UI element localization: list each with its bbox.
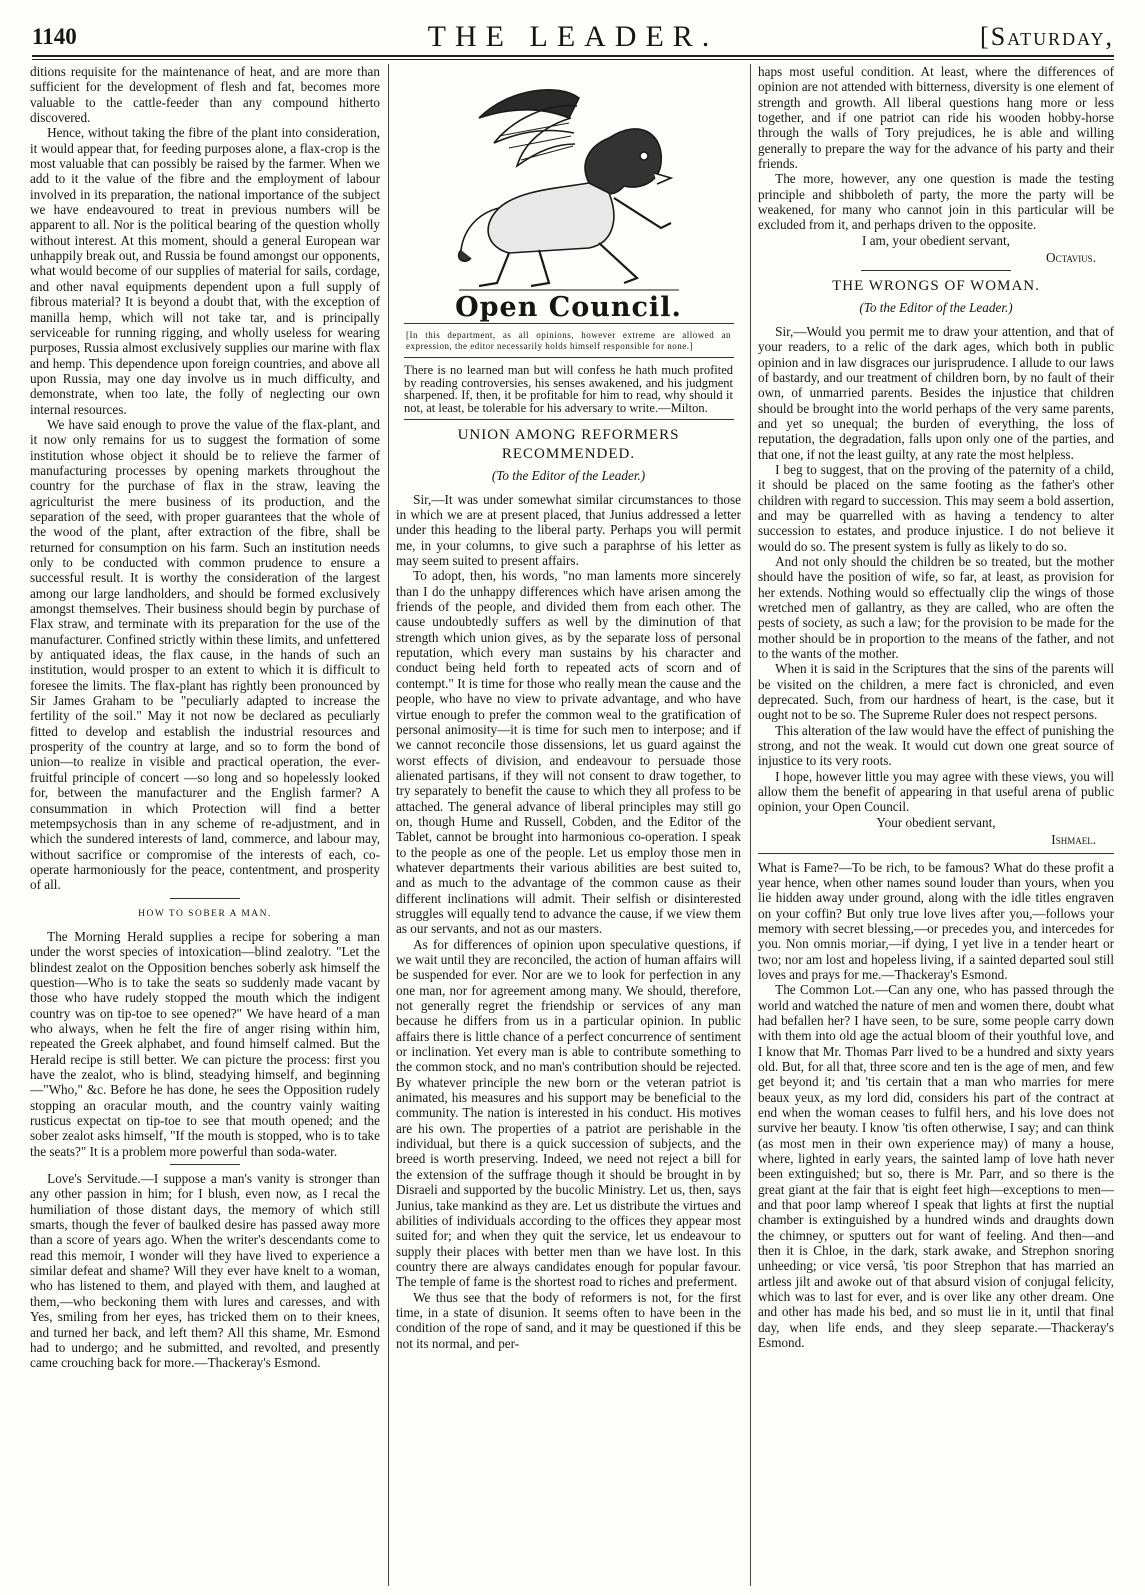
paragraph: As for differences of opinion upon speculative questions, if we wait until they are reconciled, the action of human affairs will be suspended for ever. Nor are we to look for perfection in any one man, nor for agreement among many. We should, therefore, not generally regret the friendship or services of any man because he differs from us in a particular opinion. In public affairs there is little chance of a perfect concurrence of sentiment or inclination. Yet every man is able to contribute something to the common stock, and no man's contribution should be rejected. By whatever principle the new born or the veteran patriot is animated, his measures and his support may be beneficial to the community. The nation is interested in his conduct. His motives are his own. The properties of a patriot are perishable in the individual, but there is a quick succession of subjects, and the breed is worth preserving. Indeed, we need not reject a bill for the extension of the suffrage though it should be brought in by Disraeli and supported by the bucolic Ministry. Let us, then, says Junius, take mankind as they are. Let us distribute the virtues and abilities of individuals according to the offices they appear most suited for; and when they quit the service, let us endeavour to supply their places with better men than we have lost. In this country there are always candidates enough for popular favour. The temple of fame is the shortest road to riches and preferment. <box>396 936 741 1290</box>
divider <box>404 419 734 420</box>
article-heading: UNION AMONG REFORMERS RECOMMENDED. <box>457 427 680 463</box>
newspaper-title: THE LEADER. <box>427 20 719 53</box>
addressee-line: (To the Editor of the Leader.) <box>491 468 646 484</box>
divider <box>404 357 734 358</box>
signature: Ishmael. <box>1051 832 1096 848</box>
winged-lion-emblem <box>439 78 699 298</box>
editorial-note: [In this department, as all opinions, however extreme are allowed an expression, the editor necessarily holds himself responsible for none.] <box>406 330 731 352</box>
paragraph: Sir,—Would you permit me to draw your attention, and that of your readers, to a relic of the dark ages, which both in public opinion and in law disgraces our jurisprudence. I allude to our laws of bastardy, and our treatment of children born, by no fault of their own, of unmarried parents. Besides the injustice that children should be brought into the world perhaps of the very same parents, and yet so unequal; the burden of everything, the loss of reputation, the degradation, falls upon only one of the parties, and that one, if not the least guilty, at any rate the most helpless. <box>758 323 1114 462</box>
signature: Octavius. <box>1046 250 1096 266</box>
paragraph: The Common Lot.—Can any one, who has passed through the world and watched the nature of men and women there, doubt what had befallen her? I have seen, to be sure, some people carry down with them into old age the actual bloom of their youthful love, and I know that Mr. Thomas Parr lived to be a hundred and sixty years old. But, for all that, three score and ten is the age of men, and few get beyond it; and 'tis certain that a man who marries for mere beaux yeux, as my lord did, considers his part of the contract at end when the woman ceases to fulfil hers, and his love does not survive her beauty. I know 'tis often otherwise, I say; and can think (as most men in their own experience may) of many a house, where, lighted in early years, the sainted lamp of love hath never been extinguished; but so, there is Mr. Parr, and so there is the great giant at the fair that is eight feet high—exceptions to men—and that poor lamp whereof I speak that lights at first the nuptial chamber is extinguished by a hundred winds and draughts down the chimney, or sputters out for want of feeling. And then—and then it is Chloe, in the dark, stark awake, and Strephon snoring unheeding; or vice versâ, 'tis poor Strephon that has married an artless jilt and awoke out of that absurd vision of conjugal felicity, which was to last for ever, and is over like any other dream. One and other has made his bed, and so must lie in it, until that final day, when life ends, and they sleep separate.—Thackeray's Esmond. <box>758 982 1114 1351</box>
divider <box>404 323 734 324</box>
paragraph: When it is said in the Scriptures that the sins of the parents will be visited on the children, a mere fact is chronicled, and even deprecated. Such, from our hardness of heart, is the case, but it ought not to be so. The Supreme Ruler does not respect persons. <box>758 661 1114 723</box>
divider <box>170 1164 240 1165</box>
paragraph: haps most useful condition. At least, where the differences of opinion are not attended with bitterness, diversity is one element of strength and growth. All liberal questions hang more or less together, and if one patriot can ride his wooden hobby-horse through the walls of Tory prejudices, he is able and willing generally to prepare the way for the advance of his party and their friends. <box>758 64 1114 172</box>
section-title: Open Council. <box>455 292 682 323</box>
divider <box>861 270 1011 271</box>
article-heading: HOW TO SOBER A MAN. <box>138 908 272 919</box>
paragraph: To adopt, then, his words, "no man laments more sincerely than I do the unhappy differences which have arisen among the friends of the people, and divided them from each other. The cause undoubtedly suffers as well by the diminution of that strength which union gives, as by the separate loss of personal reputation, which every man sustains by his character and conduct being held forth to repeated acts of scorn and of contempt." It is time for those who really mean the cause and the people, who have no view to private advantage, and who have virtue enough to prefer the common weal to the gratification of personal animosity—it is time for such men to interpose; and if we cannot reconcile those dissensions, let us guard against the worst effects of division, and endeavour to persuade those alienated partisans, if they will not consent to draw together, to try separately to benefit the cause to which they all profess to be attached. The general advance of liberal principles may still go on, though Hume and Russell, Cobden, and the Editor of the Tablet, cannot be brought into harmonious co-operation. I speak to the people as one of the people. Let us employ those men in whatever departments their various abilities are best suited to, and as much to the advantage of the common cause as their different inclinations will admit. Their selfish or disinterested struggles will equally tend to advance the cause, if we view them as our servants, and not as our masters. <box>396 568 741 937</box>
page-number: 1140 <box>32 24 77 49</box>
paragraph: Love's Servitude.—I suppose a man's vanity is stronger than any other passion in him; for I blush, even now, as I recal the humiliation of those distant days, the memory of which still smarts, though the fever of baulked desire has passed away more than a score of years ago. When the writer's descendants come to read this memoir, I wonder will they have lived to experience a similar defeat and shame? Will they ever have knelt to a woman, who has listened to them, and played with them, and laughed at them,—who beckoning them with lures and caresses, and with Yes, smiling from her eyes, has tricked them on to their knees, and turned her back, and left them? All this shame, Mr. Esmond had to undergo; and he submitted, and revolted, and presently came crouching back for more.—Thackeray's Esmond. <box>30 1171 380 1371</box>
paragraph: ditions requisite for the maintenance of heat, and are more than sufficient for the development of flesh and fat, becomes more valuable to the cattle-feeder than any compound hitherto discovered. <box>30 64 380 126</box>
paragraph: The more, however, any one question is made the testing principle and shibboleth of party, the more the party will be weakened, for many who cannot join in this particular will be excluded from it, and perhaps driven to the opposite. <box>758 171 1114 233</box>
divider <box>758 853 1114 854</box>
masthead-rule <box>32 55 1114 60</box>
article-heading: THE WRONGS OF WOMAN. <box>832 278 1040 295</box>
addressee-line: (To the Editor of the Leader.) <box>859 300 1013 316</box>
paragraph: Sir,—It was under somewhat similar circumstances to those in which we are at present placed, that Junius addressed a letter under this heading to the liberal party. Perhaps you will permit me, in your columns, to give such a paraphrse of his letter as may seem suited to present affairs. <box>396 491 741 569</box>
column-1 <box>30 64 380 1586</box>
closing-line: Your obedient servant, <box>876 814 996 830</box>
paragraph: Hence, without taking the fibre of the plant into consideration, it would appear that, for feeding purposes alone, a flax-crop is the most valuable that can possibly be raised by the farmer. When we add to it the value of the fibre and the employment of labour involved in its preparation, the national importance of the subject we have endeavoured to treat in previous numbers will be apparent to all. Nor is the political bearing of the question wholly without interest. At this moment, should a general European war unhappily break out, and Russia be found amongst our opponents, what would become of our supplies of material for sails, cordage, and other naval equipments dependent upon a full supply of fibrous material? It is beyond a doubt that, with the exception of manilla hemp, which will not take tar, and is principally serviceable for running rigging, and wholly useless for wearing purposes, Russia almost exclusively supplies our marine with flax and hemp. This dependence upon foreign countries, and above all upon Russia, may one day involve us in much difficulty, and demonstrate, when too late, the folly of neglecting our own internal resources. <box>30 125 380 417</box>
column-divider <box>388 64 389 1586</box>
paragraph: The Morning Herald supplies a recipe for sobering a man under the worst species of intoxication—blind zealotry. "Let the blindest zealot on the Opposition benches soberly ask himself the question—Who is to take the seats so suddenly made vacant by those who have rudely stopped the mouth which the indigent country was on tip-toe to see opened?" We have heard of a man who always, when he felt the fire of anger rising within him, repeated the Greek alphabet, and found himself calmed. But the Herald recipe is still better. We can picture the process: first you have the zealot, who is blind, steadying himself, and beginning—"Who," &c. Before he has done, he sees the Opposition rudely stopping an oracular mouth, and the country vainly waiting rusticus expectat on tip-toe to see that mouth opened; and the sober zealot asks himself, "If the mouth is stopped, who is to take the seats?" It is a problem more powerful than soda-water. <box>30 928 380 1159</box>
paragraph: We thus see that the body of reformers is not, for the first time, in a state of disunion. It seems often to have been in the condition of the rope of sand, and it may be questioned if this be not its normal, and per- <box>396 1289 741 1351</box>
epigraph: There is no learned man but will confess he hath much profited by reading controversies, his senses awakened, and his judgment sharpened. If, then, it be profitable for him to read, why should it not, at least, be tolerable for his adversary to write.—Milton. <box>404 363 733 415</box>
paragraph: This alteration of the law would have the effect of punishing the strong, and not the weak. It would cut down one great source of injustice to its very roots. <box>758 722 1114 769</box>
column-divider <box>750 64 751 1586</box>
paragraph: We have said enough to prove the value of the flax-plant, and it now only remains for us to suggest the formation of some institution whose object it should be to relieve the farmer of manufacturing processes by opening markets throughout the country for the purchase of flax in the straw, leaving the agriculturist the mere business of its production, and the separation of the seed, with proper guarantees that the whole of the wood of the plant, after extraction of the fibre, shall be returned for consumption on his farm. Such an institution needs only to be conducted with common prudence to ensure a successful result. It is worthy the consideration of the largest among our large landholders, and should be formed exclusively amongst themselves. Their business should begin by purchase of Flax straw, and terminate with its preparation for the use of the manufacturer. Confined strictly within these limits, and unfettered by antiquated ideas, the flax cause, in the hands of such an institution, would prosper to an extent to which it is difficult to foresee the limits. The flax-plant has rightly been pronounced by Sir James Graham to be "peculiarly adapted to increase the fertility of the soil." May it not now be declared as peculiarly fitted to develop and establish the industrial resources and prosperity of the country at large, and so to form the bond of union—to realize in visible and practical operation, the ever-fruitful principle of concert —so long and so hopelessly looked for, between the manufacturer and the English farmer? A consummation in which Protection will find a better metempsychosis than in any scheme of re-adjustment, and in which the sundered interests of land, commerce, and labour may, without sacrifice or compromise of the interests of each, co-operate harmoniously for the peace, contentment, and prosperity of all. <box>30 416 380 893</box>
paragraph: I hope, however little you may agree with these views, you will allow them the benefit of appearing in that useful arena of public opinion, your Open Council. <box>758 768 1114 815</box>
masthead <box>32 18 1114 54</box>
paragraph: What is Fame?—To be rich, to be famous? What do these profit a year hence, when other names sound louder than yours, when you lie hidden away under ground, along with the idle titles engraven on your coffin? But only true love lives after you,—follows your memory with secret blessing,—or precedes you, and intercedes for you. Non omnis moriar,—if dying, I yet live in a tender heart or two; nor am lost and hopeless living, if a sainted departed soul still loves and prays for me.—Thackeray's Esmond. <box>758 859 1114 982</box>
issue-day: [Saturday, <box>980 22 1114 51</box>
paragraph: I beg to suggest, that on the proving of the paternity of a child, it should be placed on the same footing as the father's other children with regard to succession. This may seem a bold assertion, and may be quarrelled with as having a tendency to alter succession to estates, and produce injustice. I do not believe it would do so. The present system is fully as likely to do so. <box>758 461 1114 554</box>
column-2 <box>396 64 741 1586</box>
divider <box>170 898 240 899</box>
paragraph: And not only should the children be so treated, but the mother should have the position of wife, so far, at least, as provision for her extends. Nothing would so effectually clip the wings of those wretched men of gallantry, as they are called, who are often the pests of society, as such a law; for the provision to be made for the mother should be in proportion to the means of the father, and not to the wants of the mother. <box>758 553 1114 662</box>
column-3 <box>758 64 1114 1586</box>
closing-line: I am, your obedient servant, <box>862 232 1010 248</box>
